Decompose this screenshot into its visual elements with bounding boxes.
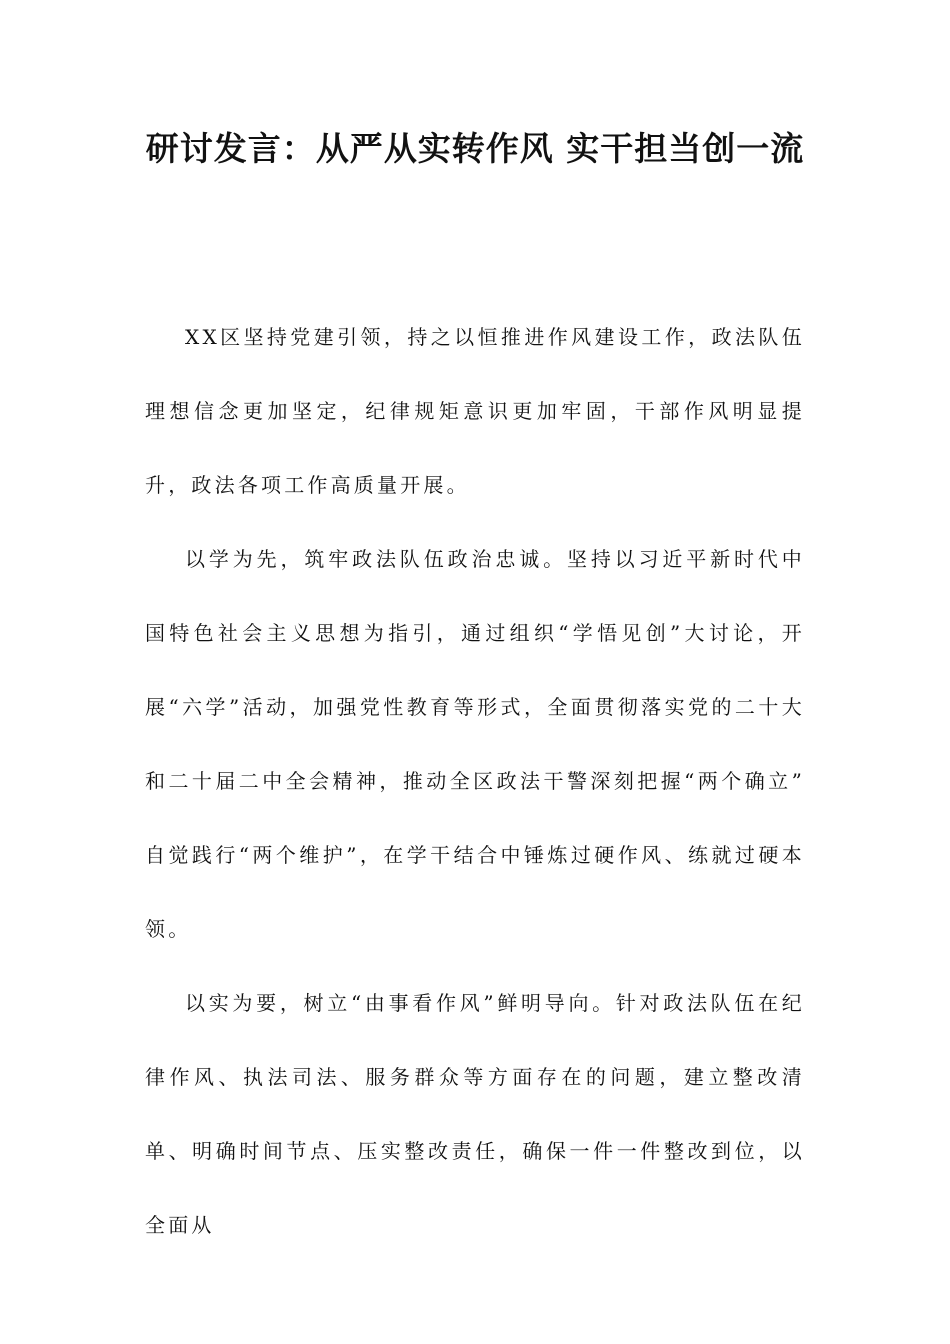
paragraph-3: 以实为要，树立“由事看作风”鲜明导向。针对政法队伍在纪律作风、执法司法、服务群众等方面存在的问题，建立整改清单、明确时间节点、压实整改责任，确保一件一件整改到位，以全面从 xyxy=(145,991,805,1237)
document-body xyxy=(145,300,805,1262)
document-title-text: 研讨发言：从严从实转作风 实干担当创一流 xyxy=(145,129,805,168)
paragraph-2: 以学为先，筑牢政法队伍政治忠诚。坚持以习近平新时代中国特色社会主义思想为指引，通过组织“学悟见创”大讨论，开展“六学”活动，加强党性教育等形式，全面贯彻落实党的二十大和二十届二中全会精神，推动全区政法干警深刻把握“两个确立” 自觉践行“两个维护”，在学干结合中锤炼过硬作风、练就过硬本领。 xyxy=(145,547,805,941)
paragraph-1: XX区坚持党建引领，持之以恒推进作风建设工作，政法队伍理想信念更加坚定，纪律规矩意识更加牢固，干部作风明显提升，政法各项工作高质量开展。 xyxy=(145,325,805,497)
document-title xyxy=(140,112,810,186)
